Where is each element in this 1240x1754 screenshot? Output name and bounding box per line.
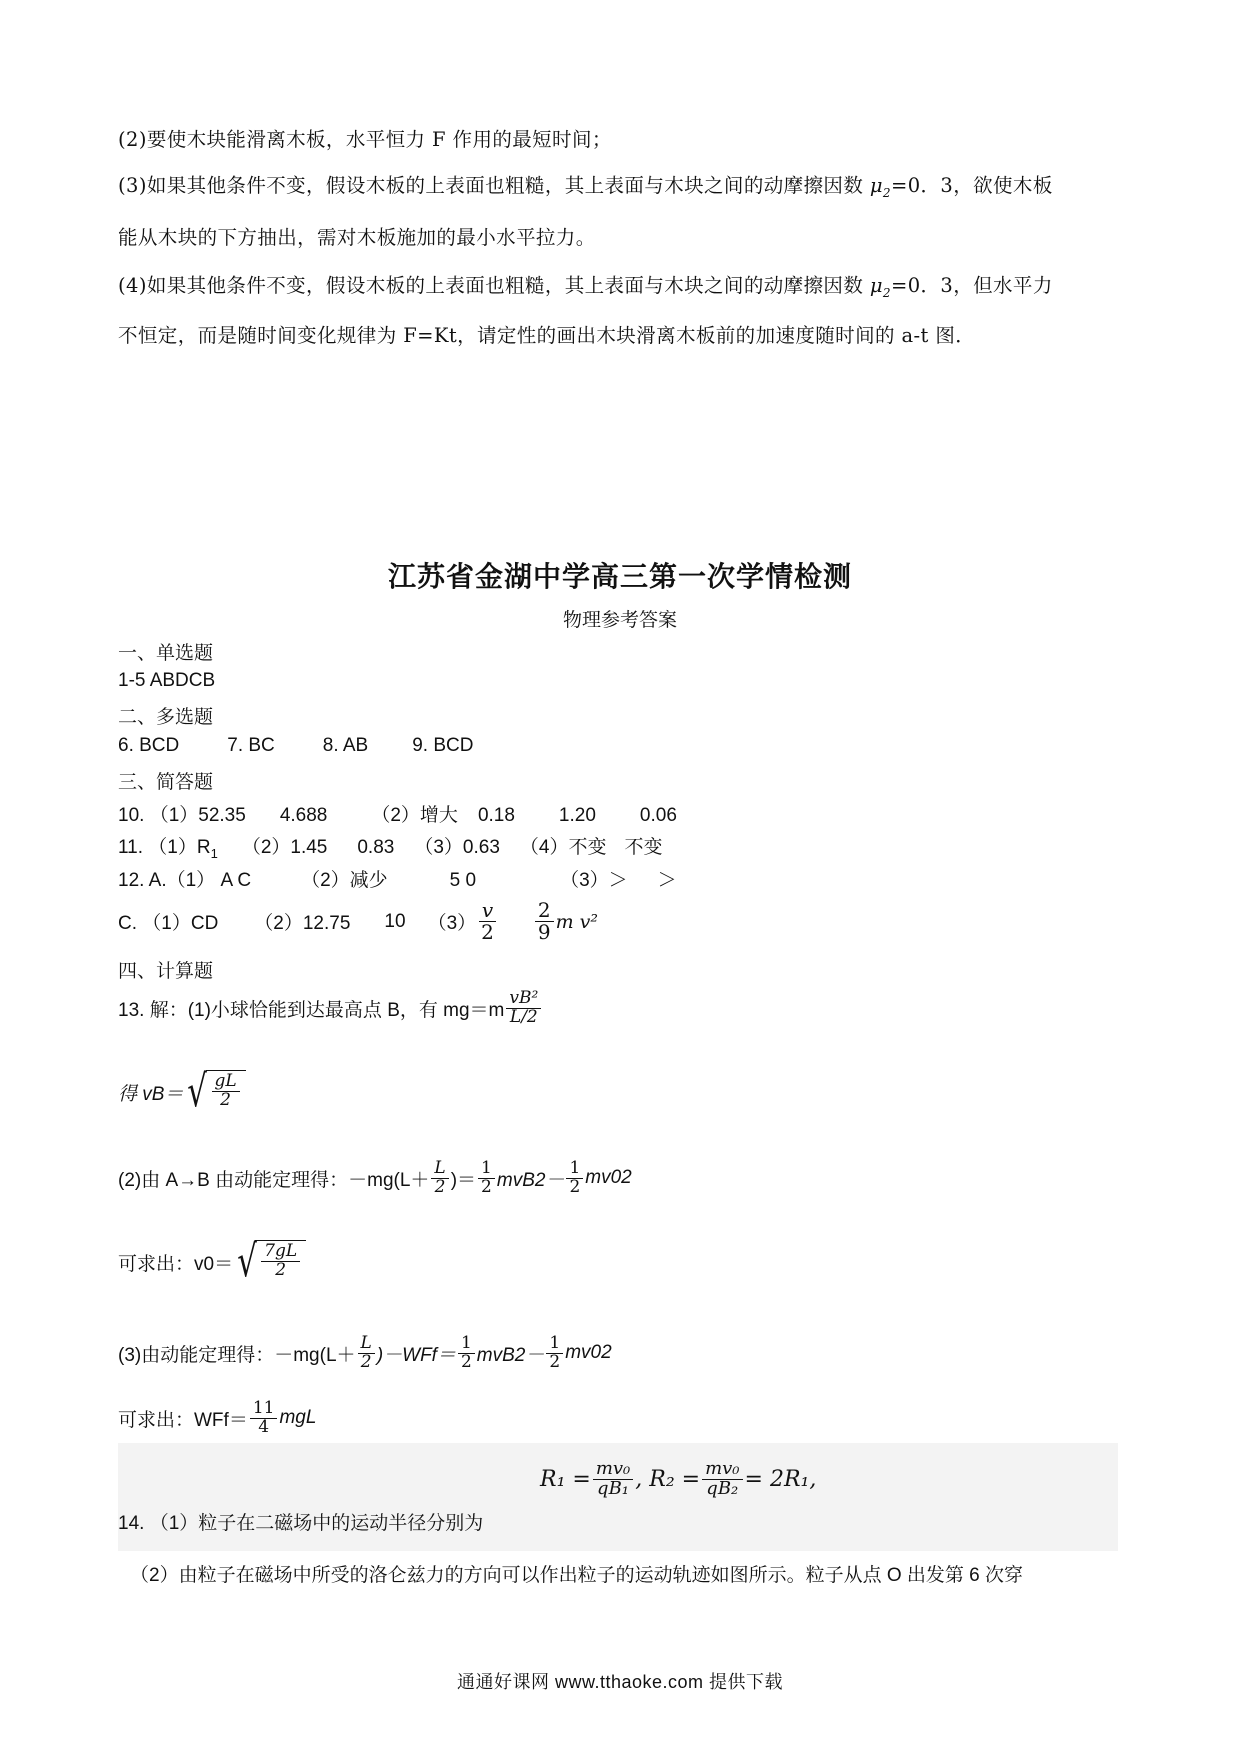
- answer-1-5: 1-5 ABDCB: [118, 670, 216, 691]
- question-3-line-2: 能从木块的下方抽出，需对木板施加的最小水平拉力。: [118, 226, 596, 249]
- fraction-v-over-2: $\frac{v}{2}$: [478, 900, 497, 943]
- mu-symbol: $\mu_2$: [869, 274, 891, 300]
- answer-13-wff: 可求出：WFf＝ $\frac{11}{4}$ mgL: [118, 1398, 317, 1437]
- answer-9: 9. BCD: [412, 735, 474, 756]
- answer-12c: C. （1）CD （2）12.75 10 （3） $\frac{v}{2}$ $\frac{2}{9}$ m v²: [118, 898, 599, 944]
- question-3-text-b: =0．3，欲使木板: [890, 174, 1053, 197]
- page-footer: 通通好课网 www.tthaoke.com 提供下载: [456, 1672, 784, 1692]
- answer-subtitle: 物理参考答案: [562, 609, 677, 631]
- mu-symbol: $\mu_2$: [869, 174, 891, 200]
- answer-6-9: [118, 735, 473, 757]
- question-4-line-1: [118, 270, 1053, 300]
- answer-12a: 12. A.（1） A C （2）减少 5 0 （3）＞ ＞: [118, 870, 677, 891]
- question-2: (2)要使木块能滑离木板，水平恒力 F 作用的最短时间；: [118, 128, 612, 151]
- answer-6: 6. BCD: [118, 735, 180, 756]
- answer-14-part-1: 14. （1）粒子在二磁场中的运动半径分别为: [118, 1513, 484, 1534]
- section-heading-3: 三、简答题: [118, 772, 214, 793]
- section-heading-2: 二、多选题: [118, 707, 214, 728]
- fraction-vb2-over-l2: $\frac{\text{vB²}}{L/2}$: [506, 990, 541, 1027]
- answer-13-part-2: (2)由 A→B 由动能定理得：－mg(L＋ $\frac{L}{2}$ )＝ $\frac{1}{2}$ mvB2－ $\frac{1}{2}$ mv02: [118, 1158, 632, 1197]
- answer-11: 11. $(1)R_1$ （2）1.45 0.83 （3）0.63 （4）不变 不变: [118, 837, 663, 861]
- sqrt-gl-over-2: √ $\frac{gL}{2}$: [183, 1070, 245, 1114]
- question-4-text-a: (4)如果其他条件不变，假设木板的上表面也粗糙，其上表面与木块之间的动摩擦因数: [118, 274, 864, 297]
- answer-14-part-2: （2）由粒子在磁场中所受的洛仑兹力的方向可以作出粒子的运动轨迹如图所示。粒子从点 O 出发第 6 次穿: [130, 1565, 1024, 1586]
- answer-13-part-3: (3)由动能定理得：－mg(L＋ $\frac{L}{2}$ )－WFf＝ $\frac{1}{2}$ mvB2－ $\frac{1}{2}$ mv02: [118, 1333, 612, 1372]
- answer-10: 10. （1）52.35 4.688 （2）增大 0.18 1.20 0.06: [118, 805, 677, 826]
- question-3-text-a: (3)如果其他条件不变，假设木板的上表面也粗糙，其上表面与木块之间的动摩擦因数: [118, 174, 864, 197]
- answer-13-v0: 可求出：v0＝ √ $\frac{7gL}{2}$: [118, 1240, 306, 1284]
- answer-title: 江苏省金湖中学高三第一次学情检测: [387, 560, 852, 593]
- question-4-text-b: =0．3，但水平力: [890, 274, 1053, 297]
- section-heading-4: 四、计算题: [118, 961, 214, 982]
- answer-8: 8. AB: [322, 735, 369, 756]
- answer-14-radius-formula: R₁ = $\frac{\text{mv₀}}{\text{qB₁}}$ , R₂ = $\frac{\text{mv₀}}{\text{qB₂}}$ = 2R₁,: [540, 1458, 817, 1499]
- sqrt-7gl-over-2: √ $\frac{7gL}{2}$: [233, 1240, 306, 1284]
- fraction-2-over-9: $\frac{2}{9}$: [535, 900, 554, 943]
- question-3-line-1: [118, 170, 1053, 200]
- answer-13-part-1: 13. 解：(1)小球恰能到达最高点 B，有 mg＝m $\frac{\text{vB²}}{L/2}$: [118, 990, 543, 1027]
- question-4-line-2: 不恒定，而是随时间变化规律为 F=Kt，请定性的画出木块滑离木板前的加速度随时间的 a-t 图．: [118, 324, 976, 347]
- section-heading-1: 一、单选题: [118, 643, 214, 664]
- answer-13-vb: 得 vB＝ √ $\frac{gL}{2}$: [118, 1070, 246, 1114]
- answer-7: 7. BC: [227, 735, 275, 756]
